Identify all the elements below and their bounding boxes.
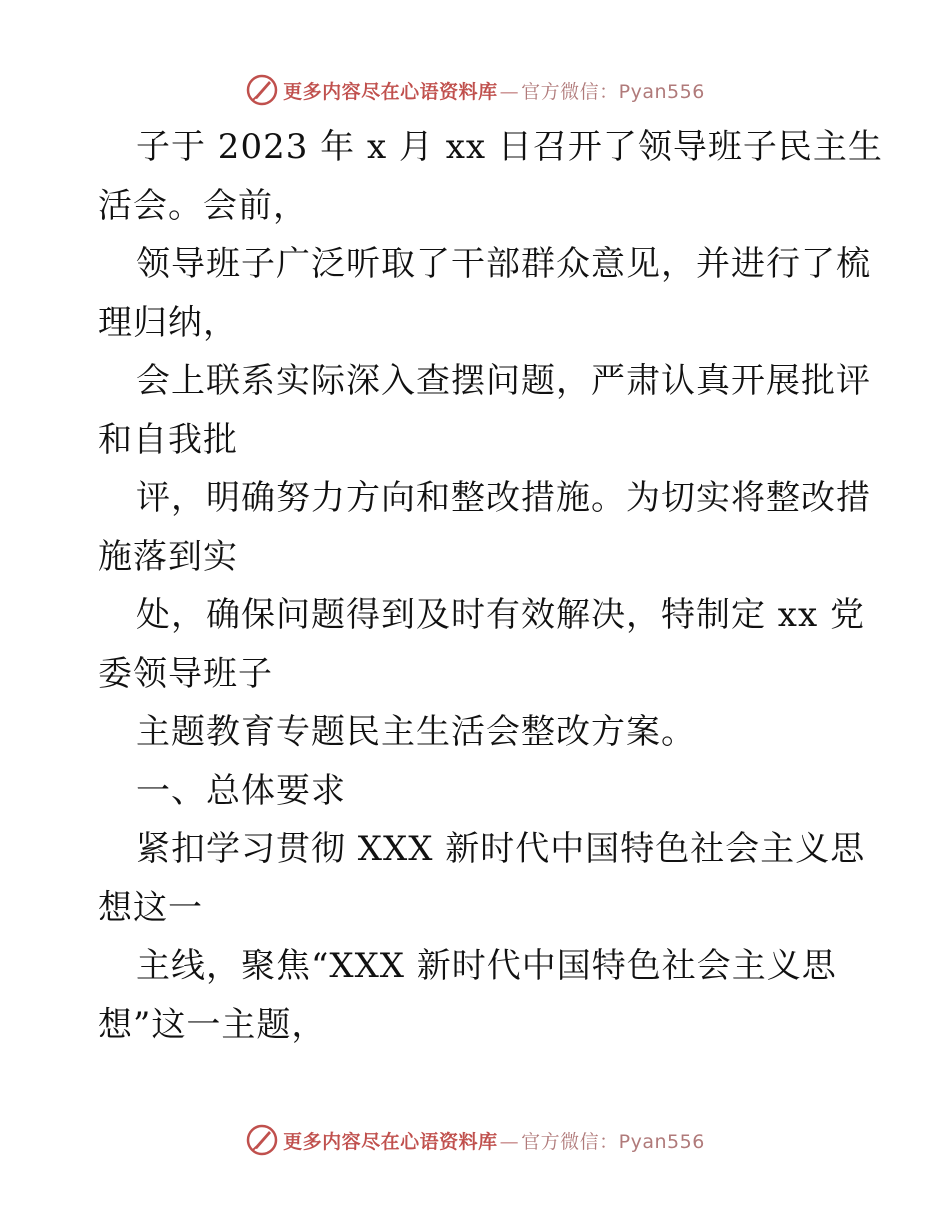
footer-banner-main: 更多内容尽在心语资料库 — [283, 1130, 498, 1153]
body-line: 领导班子广泛听取了干部群众意见，并进行了梳 — [136, 244, 871, 284]
footer-banner-wechat: 官方微信：Pyan556 — [521, 1130, 705, 1153]
header-banner-wechat: 官方微信：Pyan556 — [521, 80, 705, 103]
body-line: 紧扣学习贯彻 XXX 新时代中国特色社会主义思 — [136, 829, 866, 869]
footer-banner-text — [283, 1127, 705, 1154]
document-body — [98, 118, 883, 1054]
quill-pen-circle-icon — [245, 1123, 279, 1157]
body-line: 理归纳， — [98, 302, 238, 343]
section-heading: 一、总体要求 — [136, 770, 346, 811]
body-line: 委领导班子 — [98, 653, 273, 694]
header-banner-main: 更多内容尽在心语资料库 — [283, 80, 498, 103]
footer-banner — [0, 1120, 950, 1160]
header-banner-dash: — — [499, 80, 520, 103]
body-line: 施落到实 — [98, 536, 238, 577]
quill-pen-circle-icon — [245, 73, 279, 107]
body-line: 主题教育专题民主生活会整改方案。 — [136, 712, 696, 752]
body-line: 会上联系实际深入查摆问题，严肃认真开展批评 — [136, 361, 871, 401]
body-line: 想”这一主题， — [98, 1004, 327, 1045]
body-line: 活会。会前， — [98, 185, 308, 226]
body-line: 想这一 — [98, 887, 203, 928]
header-banner-text — [283, 77, 705, 104]
body-line: 评，明确努力方向和整改措施。为切实将整改措 — [136, 478, 871, 518]
body-line: 主线，聚焦“XXX 新时代中国特色社会主义思 — [136, 946, 837, 986]
body-line: 处，确保问题得到及时有效解决，特制定 xx 党 — [136, 595, 865, 635]
body-line: 子于 2023 年 x 月 xx 日召开了领导班子民主生 — [136, 127, 883, 167]
header-banner — [0, 70, 950, 110]
body-line: 和自我批 — [98, 419, 238, 460]
footer-banner-dash: — — [499, 1130, 520, 1153]
